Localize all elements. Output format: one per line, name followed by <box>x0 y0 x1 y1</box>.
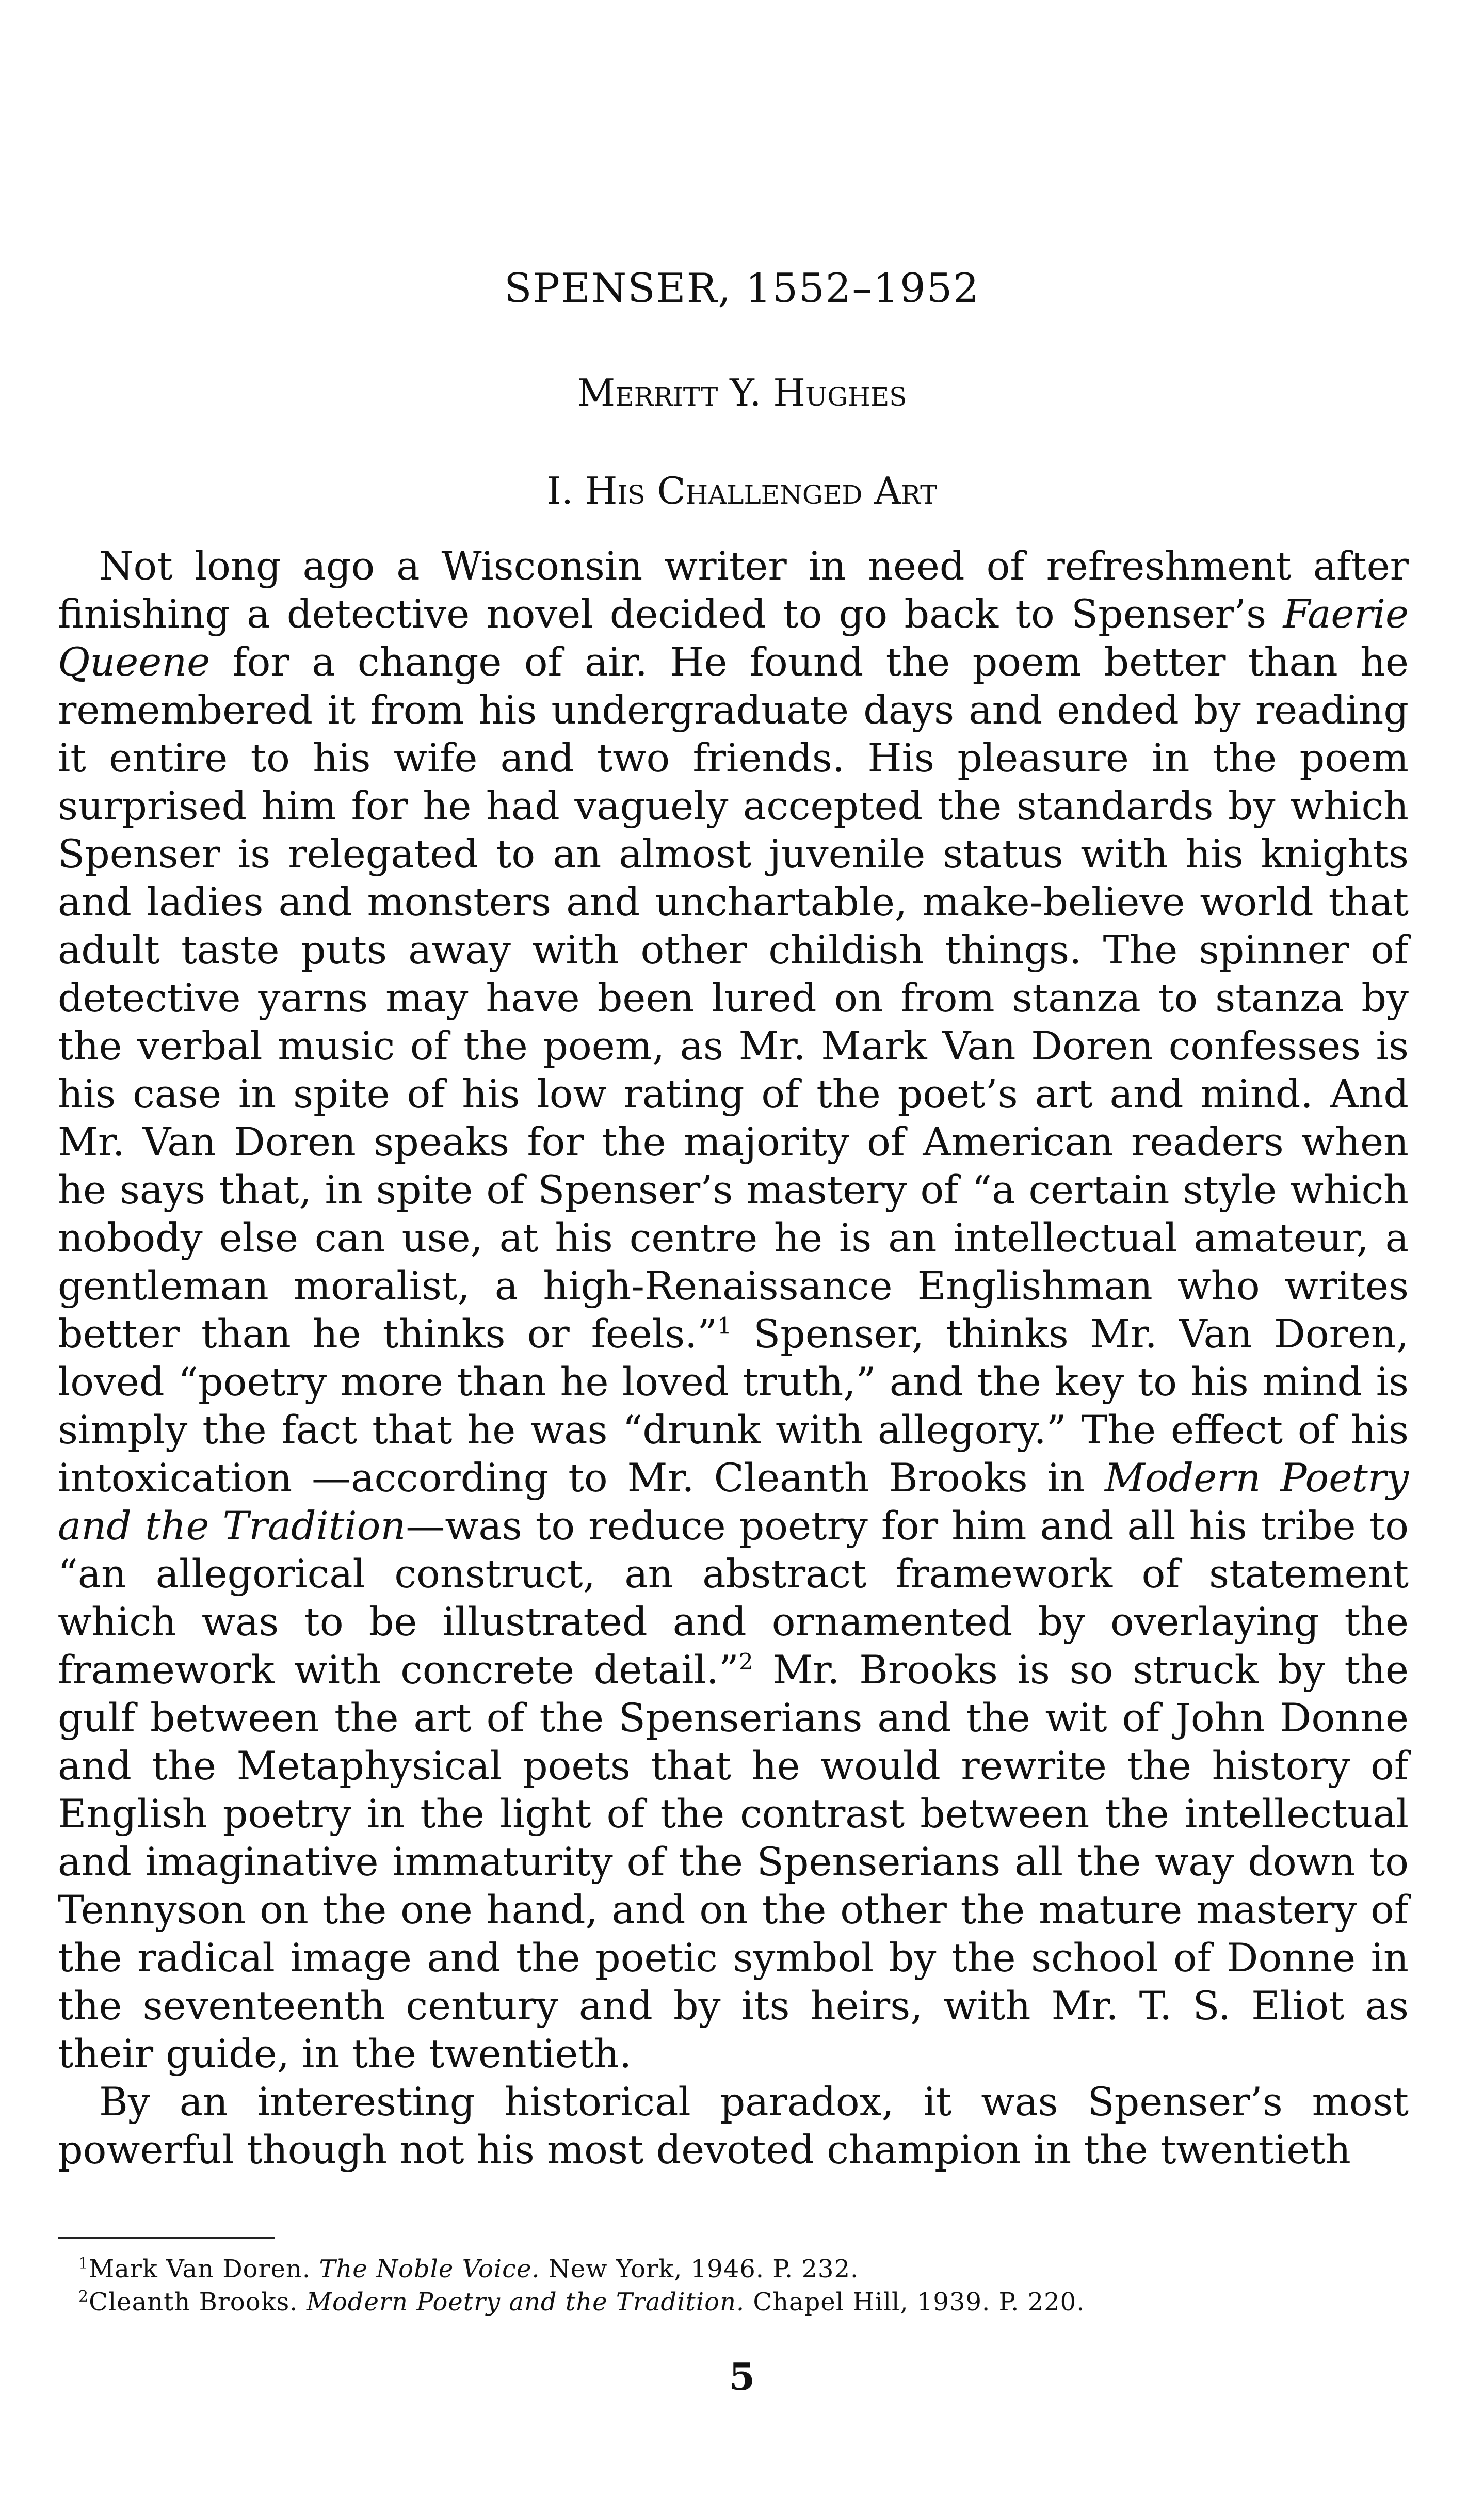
footnote-ref: 1 <box>717 1313 732 1340</box>
body-text <box>58 542 1409 2174</box>
paragraph <box>58 542 1409 2078</box>
section-heading: I. His Challenged Art <box>546 469 938 512</box>
italic-title: The Noble Voice. <box>319 2255 540 2284</box>
footnote-mark: 2 <box>78 2288 89 2306</box>
text-run: Mr. Brooks is so struck by the gulf between the art of the Spenserians and the wit of John Donne and the Metaphysical poets that he would rewrite the history of English poetry in the light of the contrast between the intellectual and imaginative immaturity of the Spenserians all the way down to Tennyson on the one hand, and on the other the mature mastery of the radical image and the poetic symbol by the school of Donne in the seventeenth century and by its heirs, with Mr. T. S. Eliot as their guide, in the twentieth. <box>58 1647 1409 2077</box>
text-run: —was to reduce poetry for him and all his tribe to “an allegorical construct, an abstract framework of statement which was to be illustrated and ornamented by overlaying the framework with concrete detail.” <box>58 1503 1409 1693</box>
footnote-rule <box>58 2237 275 2239</box>
footnote <box>58 2286 1409 2319</box>
text-run: Not long ago a Wisconsin writer in need of refreshment after finishing a detective novel decided to go back to Spenser’s <box>58 543 1409 637</box>
footnote-mark: 1 <box>78 2255 89 2273</box>
article-title: SPENSER, 1552–1952 <box>504 265 980 312</box>
text-run: Mark Van Doren. <box>89 2255 319 2284</box>
page-number: 5 <box>729 2355 755 2399</box>
text-run: Spenser, thinks Mr. Van Doren, loved “poetry more than he loved truth,” and the key to his mind is simply the fact that he was “drunk with allegory.” The effect of his intoxication —according to Mr. Cleanth Brooks in <box>58 1311 1409 1501</box>
text-run: Cleanth Brooks. <box>89 2288 307 2317</box>
text-run: New York, 1946. P. 232. <box>540 2255 859 2284</box>
italic-title: Modern Poetry and the Tradition <box>58 1455 1409 1549</box>
footnote-ref: 2 <box>738 1649 753 1676</box>
italic-title: Faerie Queene <box>58 591 1409 685</box>
text-run: By an interesting historical paradox, it was Spenser’s most powerful though not his most devoted champion in the twentieth <box>58 2079 1409 2173</box>
footnote <box>58 2253 1409 2286</box>
paragraph <box>58 2078 1409 2174</box>
footnotes <box>58 2253 1409 2319</box>
author-name: Merritt Y. Hughes <box>577 371 907 414</box>
text-run: for a change of air. He found the poem better than he remembered it from his undergraduate days and ended by reading it entire to his wife and two friends. His pleasure in the poem surprised him for he had vaguely accepted the standards by which Spenser is relegated to an almost juvenile status with his knights and ladies and monsters and unchartable, make-believe world that adult taste puts away with other childish things. The spinner of detective yarns may have been lured on from stanza to stanza by the verbal music of the poem, as Mr. Mark Van Doren confesses is his case in spite of his low rating of the poet’s art and mind. And Mr. Van Doren speaks for the majority of American readers when he says that, in spite of Spenser’s mastery of “a certain style which nobody else can use, at his centre he is an intellectual amateur, a gentleman moralist, a high-Renaissance Englishman who writes better than he thinks or feels.” <box>58 639 1409 1357</box>
italic-title: Modern Poetry and the Tradition. <box>306 2288 745 2317</box>
text-run: Chapel Hill, 1939. P. 220. <box>745 2288 1085 2317</box>
